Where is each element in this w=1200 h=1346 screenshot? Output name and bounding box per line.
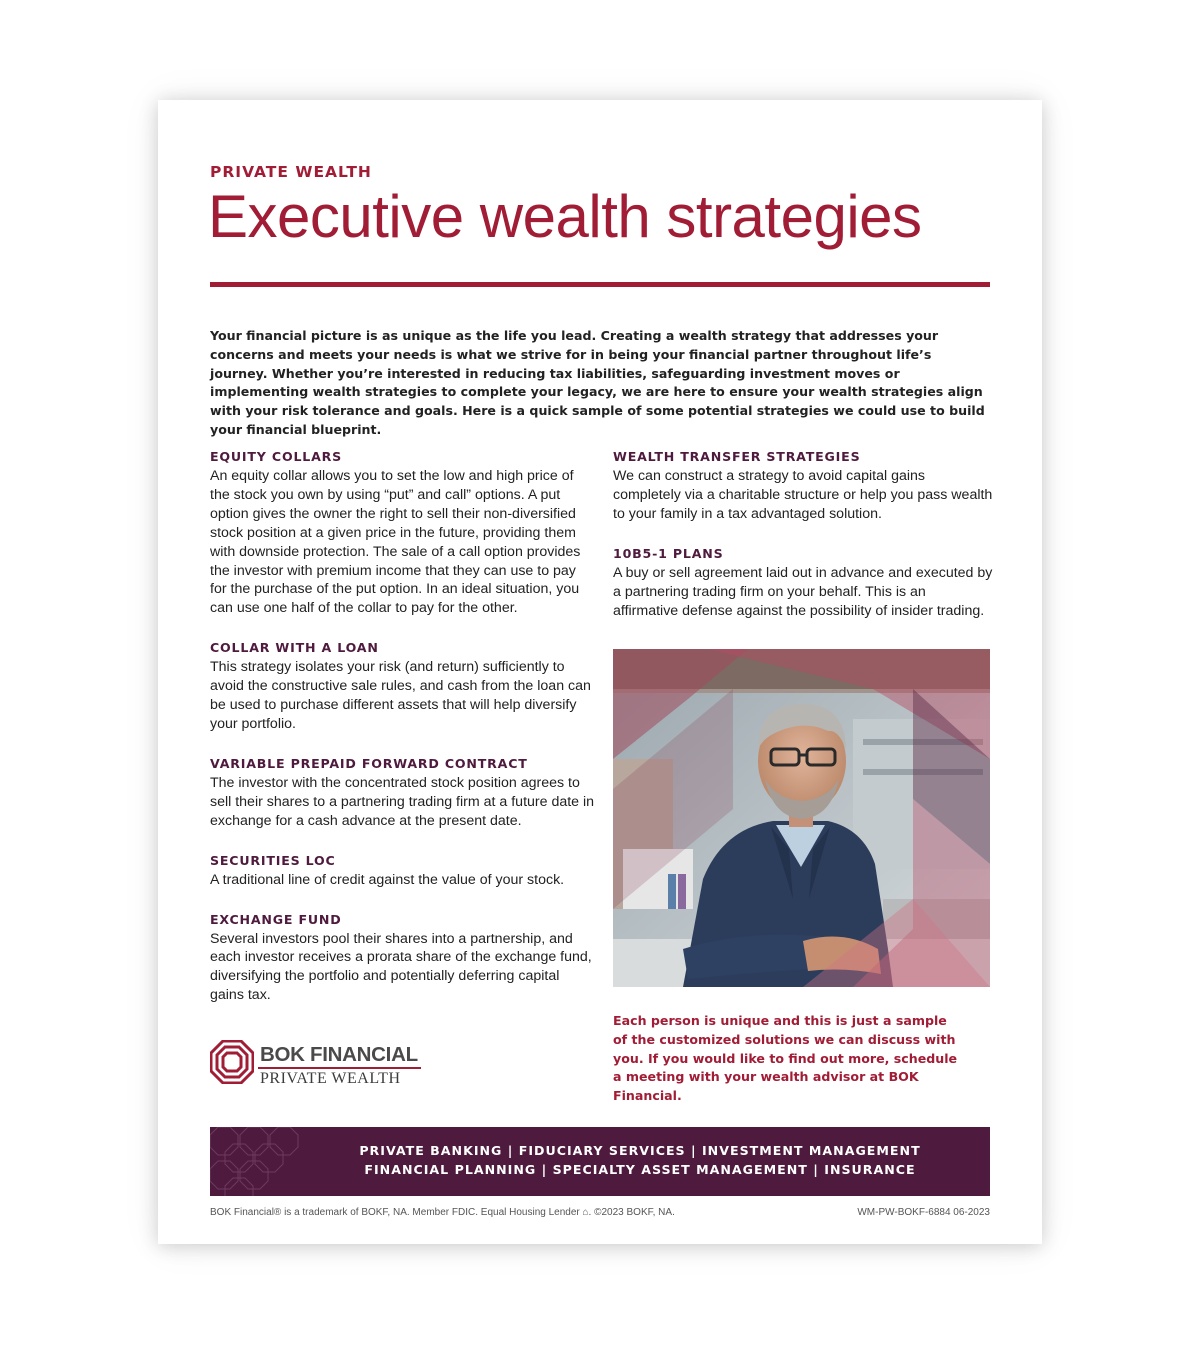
section-securities-loc [210,852,595,890]
section-heading: SECURITIES LOC [210,852,336,868]
section-collar-with-loan [210,639,595,734]
title-divider [210,282,990,287]
section-heading: COLLAR WITH A LOAN [210,640,379,656]
section-10b5-1-plans [613,545,993,621]
section-body: A buy or sell agreement laid out in advance and executed by a partnering trading firm on your behalf. This is an affirmative defense against the possibility of insider trading. [613,564,993,619]
section-body: A traditional line of credit against the value of your stock. [210,871,565,888]
services-banner [210,1127,990,1196]
services-line-1: PRIVATE BANKING | FIDUCIARY SERVICES | INVESTMENT MANAGEMENT [359,1143,921,1158]
section-wealth-transfer [613,448,993,524]
document-code: WM-PW-BOKF-6884 06-2023 [857,1207,990,1218]
section-heading: WEALTH TRANSFER STRATEGIES [613,449,861,464]
section-heading: EQUITY COLLARS [210,449,343,464]
logo-wordmark: BOK FINANCIAL [260,1043,418,1066]
section-equity-collars [210,448,595,618]
bok-financial-logo [210,1040,425,1090]
section-variable-prepaid-forward [210,755,595,831]
section-body: The investor with the concentrated stock position agrees to sell their shares to a partnering trading firm at a future date in exchange for a cash advance at the present date. [210,774,595,829]
intro-paragraph: Your financial picture is as unique as the life you lead. Creating a wealth strategy that addresses your concerns and meets your needs is what we strive for in being your financial partner throughout life’s journey. Whether you’re interested in reducing tax liabilities, safeguarding investment moves or implementing wealth strategies to complete your legacy, we are here to ensure your wealth strategies align with your risk tolerance and goals. Here is a quick sample of some potential strategies we could use to build your financial blueprint. [210,328,985,437]
section-body: An equity collar allows you to set the low and high price of the stock you own by using “put” and call” options. A put option gives the owner the right to sell their non-diversified stock position at a given price in the future, providing them with downside protection. The sale of a call option provides the investor with premium income that they can use to pay for the purchase of the put option. In an ideal situation, you can use one half of the collar to pay for the other. [210,468,581,617]
section-heading: EXCHANGE FUND [210,911,342,927]
bok-octagon-logo-icon [210,1040,254,1084]
section-heading: VARIABLE PREPAID FORWARD CONTRACT [210,755,528,771]
cta-paragraph: Each person is unique and this is just a sample of the customized solutions we can discuss with you. If you would like to find out more, schedule a meeting with your wealth advisor at BOK Financial. [613,1013,958,1104]
services-line-2: FINANCIAL PLANNING | SPECIALTY ASSET MANAGEMENT | INSURANCE [364,1162,916,1177]
section-body: Several investors pool their shares into a partnership, and each investor receives a prorata share of the exchange fund, diversifying the portfolio and potentially deferring capital gains tax. [210,930,592,1004]
page-title: Executive wealth strategies [208,183,922,250]
section-body: This strategy isolates your risk (and return) sufficiently to avoid the constructive sale rules, and cash from the loan can be used to purchase different assets that will help diversify your portfolio. [210,659,591,732]
executive-photo [613,649,990,987]
octagon-pattern-icon [210,1127,300,1196]
legal-disclaimer: BOK Financial® is a trademark of BOKF, NA. Member FDIC. Equal Housing Lender ⌂. ©2023 BOKF, NA. [210,1207,675,1218]
executive-photo-illustration [613,649,990,987]
logo-subtitle: PRIVATE WEALTH [260,1070,401,1087]
eyebrow-label: PRIVATE WEALTH [210,163,372,181]
document-page [158,100,1042,1244]
logo-divider [258,1067,421,1069]
left-column [210,448,595,1026]
section-body: We can construct a strategy to avoid capital gains completely via a charitable structure or help you pass wealth to your family in a tax advantaged solution. [613,468,993,522]
section-exchange-fund [210,911,595,1006]
right-column [613,448,993,641]
section-heading: 10B5-1 PLANS [613,545,724,561]
